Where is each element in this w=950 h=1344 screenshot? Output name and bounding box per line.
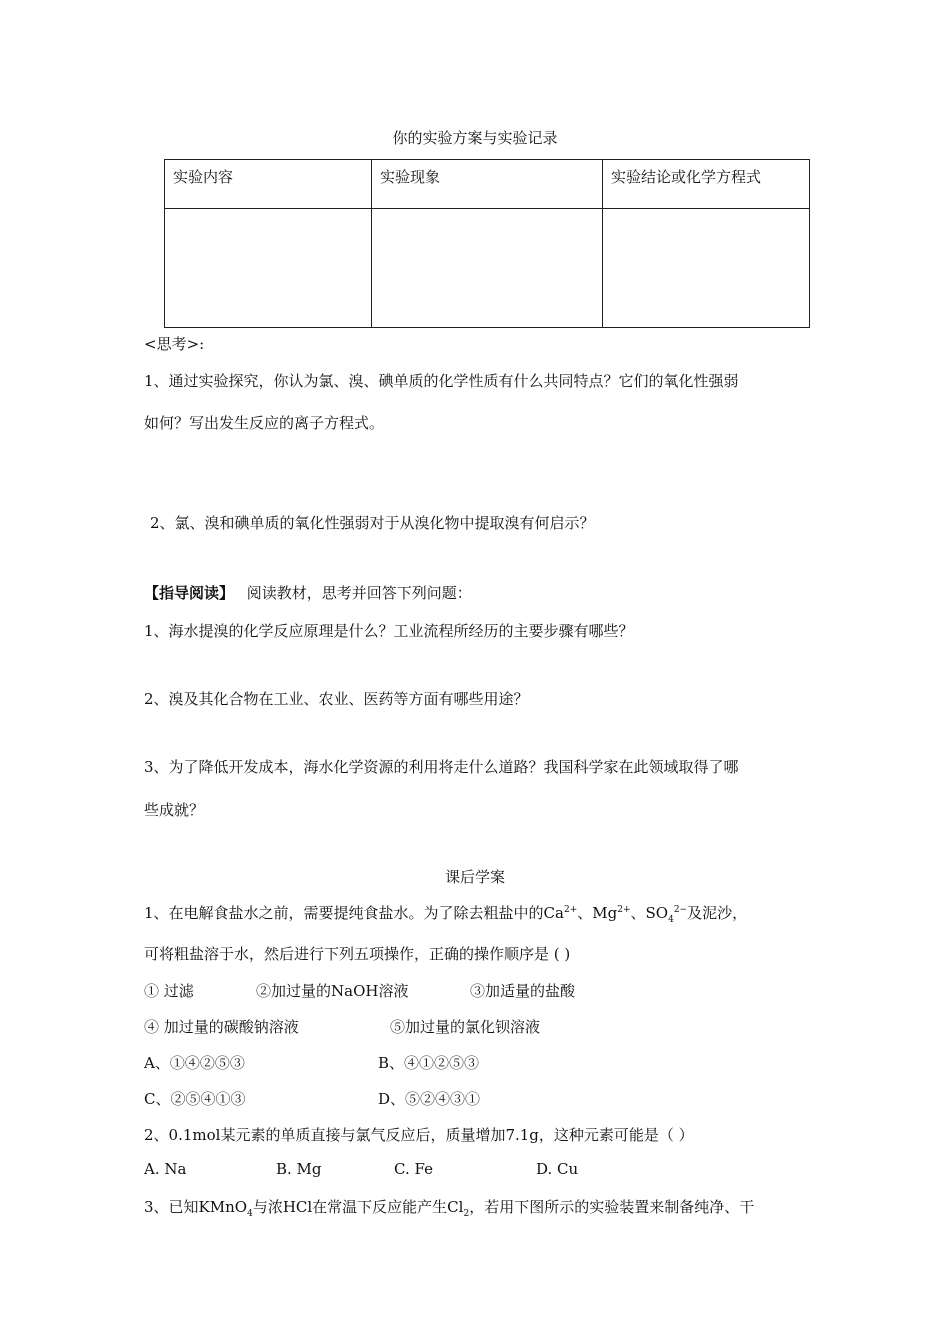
after-class-title: 课后学案 (444, 868, 505, 886)
guide-q2: 2、溴及其化合物在工业、农业、医药等方面有哪些用途？ (144, 690, 529, 708)
guide-label: 【指导阅读】 (144, 584, 235, 602)
think-q1-line1: 1、通过实验探究，你认为氯、溴、碘单质的化学性质有什么共同特点？它们的氧化性强弱 (144, 372, 739, 390)
p3-post: ，若用下图所示的实验装置来制备纯净、干 (469, 1198, 755, 1216)
guide-q3-line2: 些成就？ (144, 801, 205, 819)
guide-line (144, 582, 472, 603)
ca-charge: 2+ (563, 905, 578, 915)
p3-mid: 与浓HCl在常温下反应能产生Cl (252, 1198, 464, 1216)
p2-option-b[interactable]: B. Mg (276, 1160, 322, 1178)
so-charge: 2− (673, 905, 688, 915)
think-q1-line2: 如何？写出发生反应的离子方程式。 (144, 414, 385, 432)
p1-option-d[interactable]: D、⑤②④③① (378, 1090, 481, 1108)
p1-op1: ① 过滤 (144, 982, 194, 1000)
cell-content[interactable] (165, 209, 372, 328)
p1-so: 、SO (630, 904, 669, 922)
p1-mg: 、Mg (577, 904, 618, 922)
p1-op3: ③加适量的盐酸 (470, 982, 576, 1000)
mg-charge: 2+ (617, 905, 631, 915)
p3-pre: 3、已知KMnO (144, 1198, 248, 1216)
p1-option-b[interactable]: B、④①②⑤③ (378, 1054, 480, 1072)
p1-op4: ④ 加过量的碳酸钠溶液 (144, 1018, 299, 1036)
p3-sub2: 2 (463, 1209, 470, 1219)
think-label: <思考>: (144, 335, 205, 353)
p3-sub1: 4 (247, 1209, 253, 1219)
guide-q1: 1、海水提溴的化学反应原理是什么？工业流程所经历的主要步骤有哪些？ (144, 622, 634, 640)
p1-op5: ⑤加过量的氯化钡溶液 (390, 1018, 541, 1036)
table-row (165, 209, 810, 328)
table-header-row (165, 160, 810, 209)
p1-pre: 1、在电解食盐水之前，需要提纯食盐水。为了除去粗盐中的Ca (144, 904, 564, 922)
p2-option-a[interactable]: A. Na (144, 1160, 187, 1178)
header-conclusion: 实验结论或化学方程式 (603, 160, 810, 209)
p1-option-c[interactable]: C、②⑤④①③ (144, 1090, 246, 1108)
experiment-record-table (164, 159, 810, 328)
p1-op2: ②加过量的NaOH溶液 (256, 982, 409, 1000)
think-q2: 2、氯、溴和碘单质的氧化性强弱对于从溴化物中提取溴有何启示？ (150, 514, 595, 532)
cell-conclusion[interactable] (603, 209, 810, 328)
p3-line1 (144, 1196, 754, 1217)
header-phenomenon: 实验现象 (372, 160, 603, 209)
p1-line2: 可将粗盐溶于水，然后进行下列五项操作，正确的操作顺序是 ( ) (144, 945, 571, 963)
p2-option-c[interactable]: C. Fe (394, 1160, 433, 1178)
table-title: 你的实验方案与实验记录 (392, 129, 558, 147)
cell-phenomenon[interactable] (372, 209, 603, 328)
p1-line1 (144, 902, 747, 923)
guide-q3-line1: 3、为了降低开发成本，海水化学资源的利用将走什么道路？我国科学家在此领域取得了哪 (144, 758, 739, 776)
header-content: 实验内容 (165, 160, 372, 209)
p2-option-d[interactable]: D. Cu (536, 1160, 579, 1178)
so-sub: 4 (668, 915, 674, 925)
p1-option-a[interactable]: A、①④②⑤③ (144, 1054, 245, 1072)
p1-post: 及泥沙， (687, 904, 748, 922)
p2-question: 2、0.1mol某元素的单质直接与氯气反应后，质量增加7.1g，这种元素可能是（ ） (144, 1126, 694, 1144)
guide-intro: 阅读教材，思考并回答下列问题： (246, 584, 472, 602)
